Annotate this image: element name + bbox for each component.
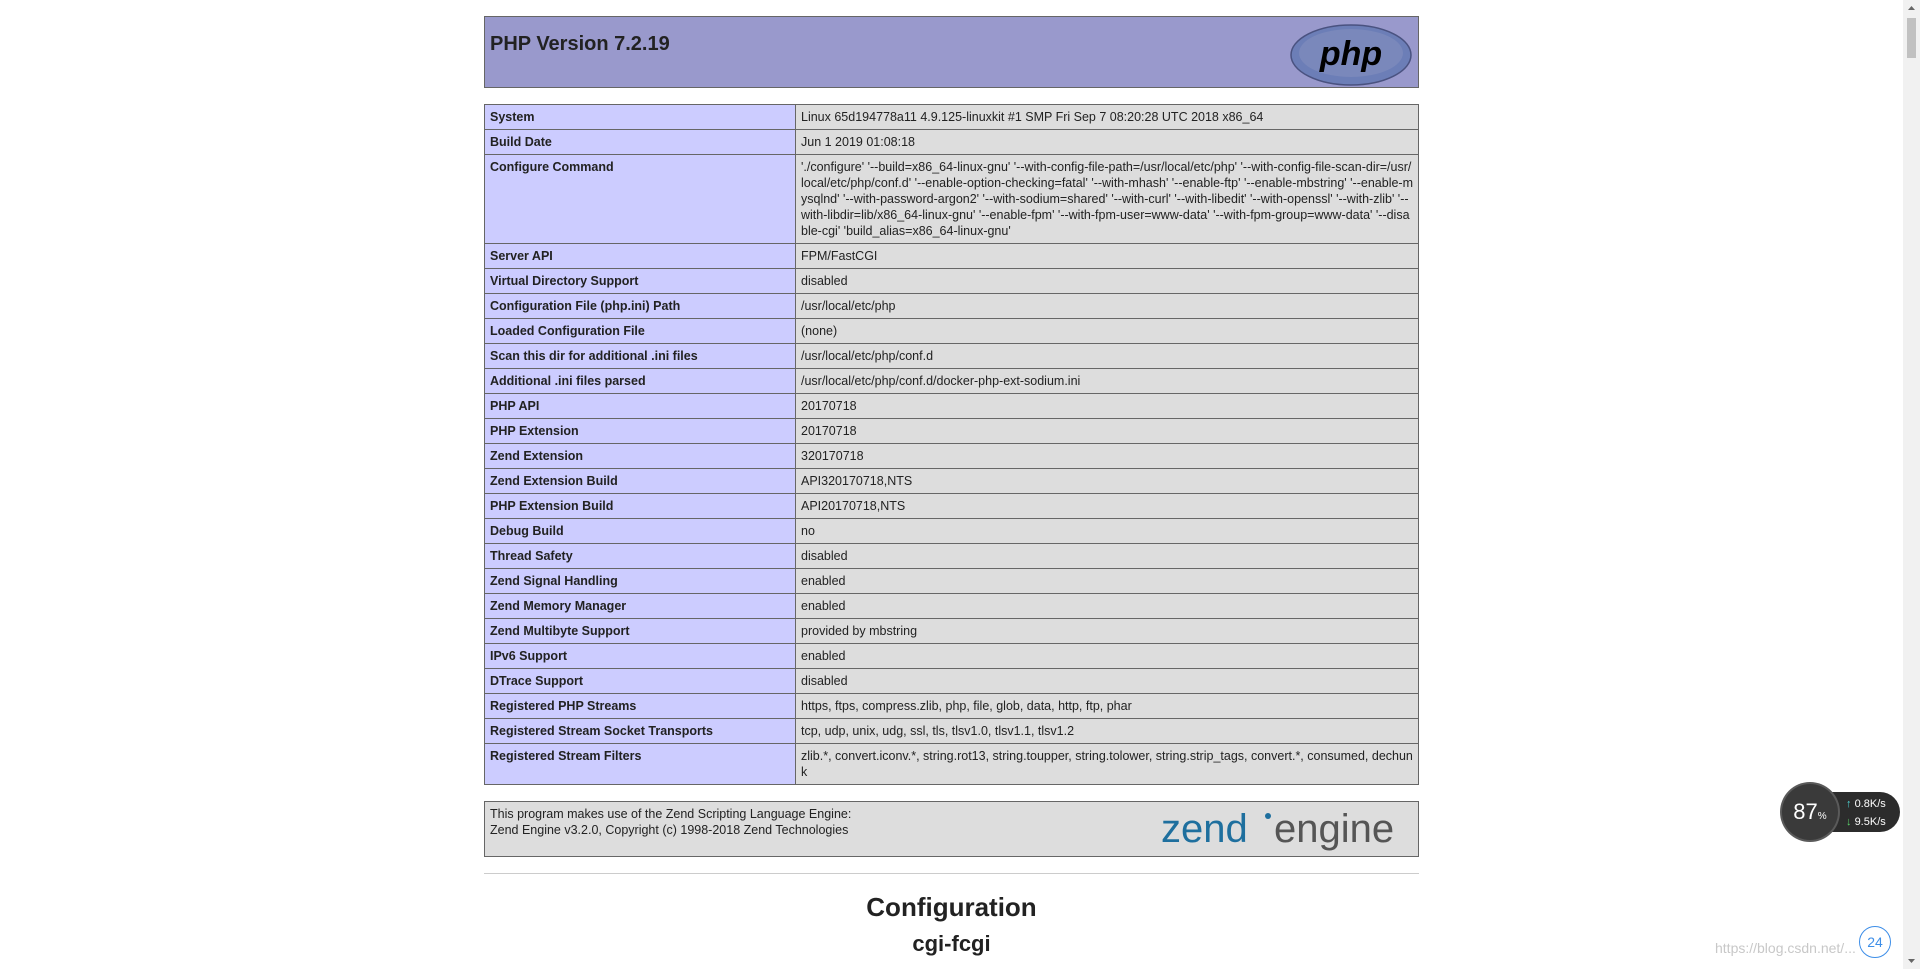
scroll-down-arrow-icon[interactable] [1907,956,1916,965]
info-value: /usr/local/etc/php/conf.d [796,344,1419,369]
info-key: Debug Build [485,519,796,544]
info-key: Virtual Directory Support [485,269,796,294]
info-value: provided by mbstring [796,619,1419,644]
info-row [485,105,1419,130]
zend-text-line2: Zend Engine v3.2.0, Copyright (c) 1998-2018 Zend Technologies [490,823,849,837]
cpu-gauge [1782,784,1838,840]
info-value: API20170718,NTS [796,494,1419,519]
info-key: Zend Signal Handling [485,569,796,594]
watermark: https://blog.csdn.net/... [1715,940,1856,956]
info-key: Build Date [485,130,796,155]
info-key: Zend Memory Manager [485,594,796,619]
info-row [485,344,1419,369]
info-value: tcp, udp, unix, udg, ssl, tls, tlsv1.0, tlsv1.1, tlsv1.2 [796,719,1419,744]
info-row [485,155,1419,244]
info-value: (none) [796,319,1419,344]
info-key: Server API [485,244,796,269]
info-row [485,419,1419,444]
info-value: disabled [796,269,1419,294]
info-row [485,469,1419,494]
info-key: DTrace Support [485,669,796,694]
zend-logo-dot [1265,813,1271,819]
info-value: enabled [796,644,1419,669]
upload-arrow-icon: ↑ [1846,798,1852,810]
scroll-up-arrow-icon[interactable] [1907,4,1916,13]
info-key: System [485,105,796,130]
info-key: IPv6 Support [485,644,796,669]
info-row [485,244,1419,269]
info-key: PHP Extension [485,419,796,444]
info-value: Jun 1 2019 01:08:18 [796,130,1419,155]
info-row [485,130,1419,155]
version-header [484,16,1419,88]
info-key: Registered PHP Streams [485,694,796,719]
info-key: PHP API [485,394,796,419]
zend-engine-box [484,801,1419,857]
cpu-percent: 87% [1793,799,1827,824]
info-key: Registered Stream Filters [485,744,796,785]
vertical-scrollbar[interactable] [1903,0,1920,969]
info-row [485,644,1419,669]
info-key: Thread Safety [485,544,796,569]
section-divider [484,873,1419,874]
info-value: no [796,519,1419,544]
download-arrow-icon: ↓ [1846,816,1852,828]
info-row [485,719,1419,744]
notification-badge[interactable]: 24 [1859,926,1891,958]
info-value: Linux 65d194778a11 4.9.125-linuxkit #1 SMP Fri Sep 7 08:20:28 UTC 2018 x86_64 [796,105,1419,130]
info-value: API320170718,NTS [796,469,1419,494]
info-key: Zend Multibyte Support [485,619,796,644]
info-key: Configuration File (php.ini) Path [485,294,796,319]
info-value: /usr/local/etc/php/conf.d/docker-php-ext-sodium.ini [796,369,1419,394]
configuration-heading: Configuration [866,892,1037,922]
php-info-table [484,104,1419,785]
info-row [485,369,1419,394]
info-row [485,669,1419,694]
info-key: Registered Stream Socket Transports [485,719,796,744]
info-key: PHP Extension Build [485,494,796,519]
cgi-fcgi-heading: cgi-fcgi [912,931,991,956]
info-value: https, ftps, compress.zlib, php, file, glob, data, http, ftp, phar [796,694,1419,719]
info-row [485,594,1419,619]
info-row [485,269,1419,294]
info-row [485,619,1419,644]
info-value: FPM/FastCGI [796,244,1419,269]
info-value: 20170718 [796,394,1419,419]
info-row [485,294,1419,319]
info-key: Scan this dir for additional .ini files [485,344,796,369]
zend-logo-word1: zend [1161,807,1248,851]
info-value: 320170718 [796,444,1419,469]
scroll-thumb[interactable] [1907,18,1916,58]
info-key: Additional .ini files parsed [485,369,796,394]
info-value: /usr/local/etc/php [796,294,1419,319]
info-row [485,694,1419,719]
php-logo-text: php [1319,35,1383,73]
php-version-title: PHP Version 7.2.19 [490,33,670,55]
info-value: 20170718 [796,419,1419,444]
network-speed-widget[interactable] [1782,784,1902,840]
php-logo[interactable] [1289,23,1413,87]
download-speed: ↓ 9.5K/s [1846,816,1886,828]
info-value: zlib.*, convert.iconv.*, string.rot13, string.toupper, string.tolower, string.strip_tags, convert.*, consumed, dechunk [796,744,1419,785]
info-value: enabled [796,594,1419,619]
info-row [485,519,1419,544]
zend-logo-word2: engine [1274,807,1395,851]
info-key: Zend Extension Build [485,469,796,494]
info-row [485,744,1419,785]
info-value: disabled [796,544,1419,569]
info-key: Zend Extension [485,444,796,469]
zend-engine-logo[interactable] [1161,804,1413,856]
info-row [485,494,1419,519]
info-row [485,444,1419,469]
info-row [485,319,1419,344]
info-value: './configure' '--build=x86_64-linux-gnu' '--with-config-file-path=/usr/local/etc/php' '--with-config-file-scan-dir=/usr/local/etc/php/conf.d' '--enable-option-checking=fatal' '--with-mhash' '--enable-ftp' '--enable-mbstring' '--enable-mysqlnd' '--with-password-argon2' '--with-sodium=shared' '--with-curl' '--with-libedit' '--with-openssl' '--with-zlib' '--with-libdir=lib/x86_64-linux-gnu' '--enable-fpm' '--with-fpm-user=www-data' '--with-fpm-group=www-data' '--disable-cgi' 'build_alias=x86_64-linux-gnu' [796,155,1419,244]
info-value: disabled [796,669,1419,694]
info-row [485,394,1419,419]
info-key: Loaded Configuration File [485,319,796,344]
info-row [485,544,1419,569]
info-row [485,569,1419,594]
upload-speed: ↑ 0.8K/s [1846,798,1886,810]
info-value: enabled [796,569,1419,594]
info-key: Configure Command [485,155,796,244]
phpinfo-page [484,16,1419,957]
zend-text-line1: This program makes use of the Zend Scripting Language Engine: [490,807,852,821]
